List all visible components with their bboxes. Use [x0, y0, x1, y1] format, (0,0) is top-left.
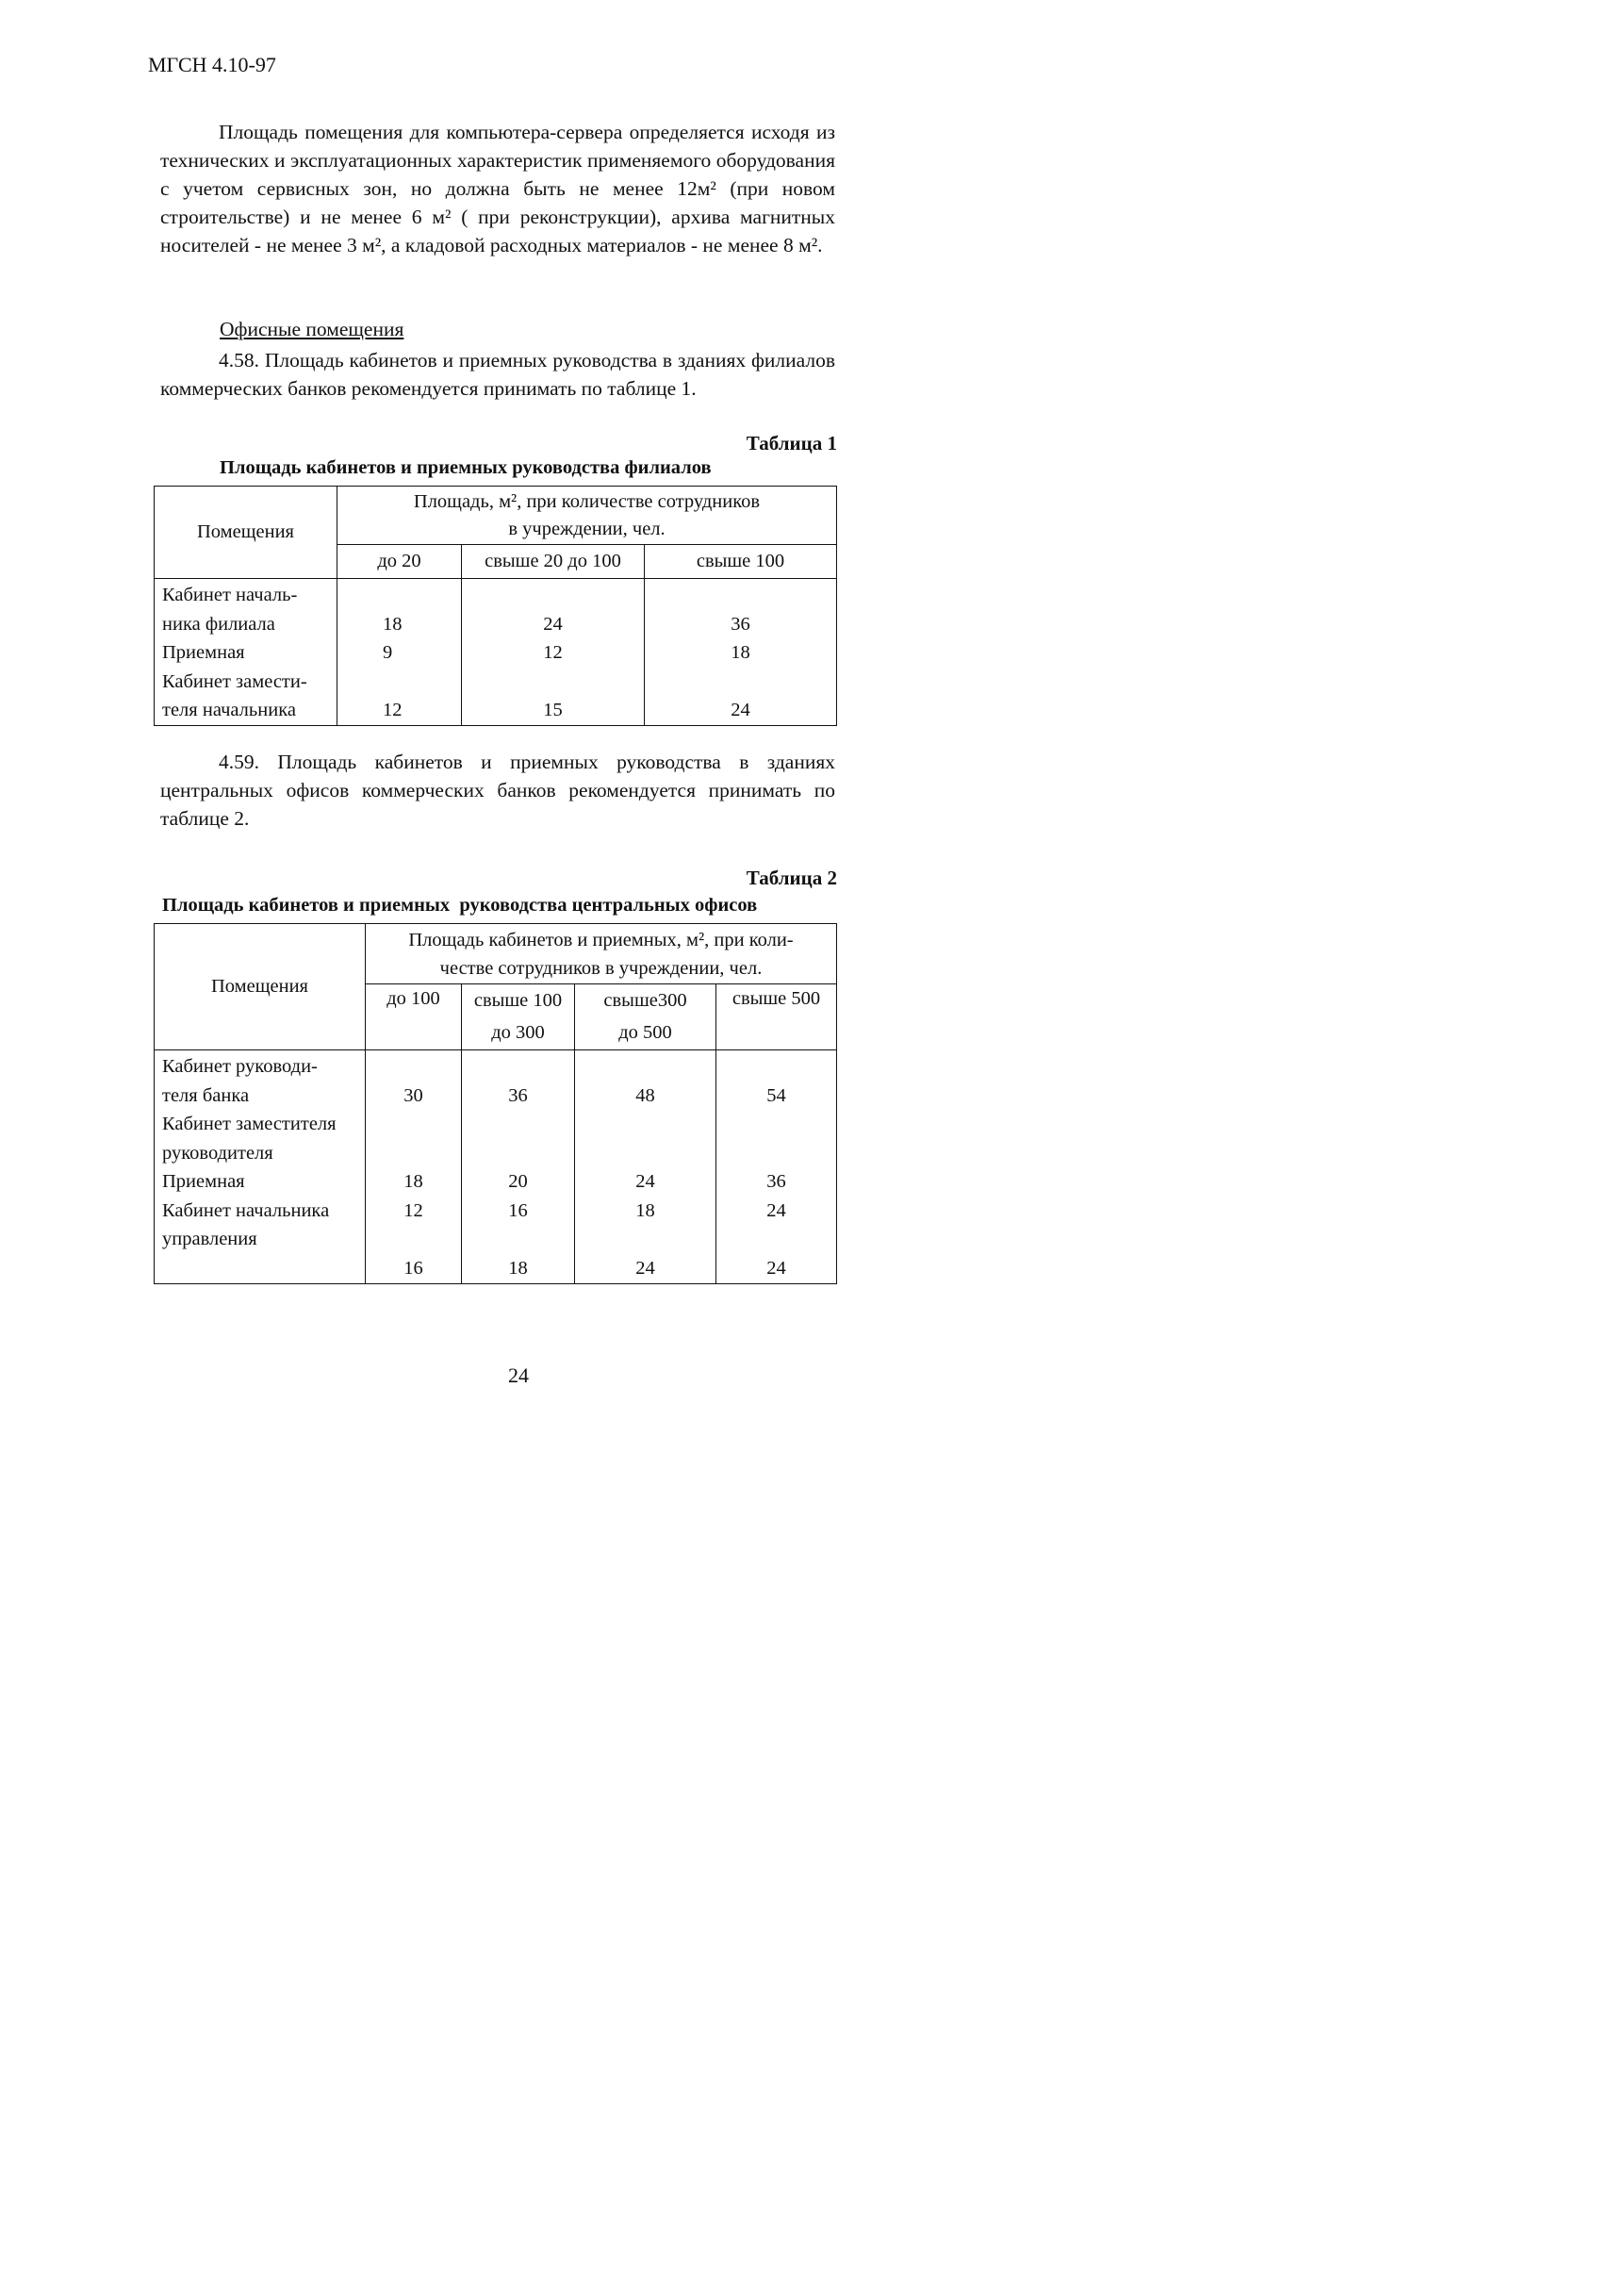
table2-caption: Площадь кабинетов и приемных руководства центральных офисов	[162, 895, 758, 916]
table2-col3-cell	[575, 1050, 716, 1284]
table1-room-line: Приемная	[162, 642, 245, 663]
table2-value	[716, 1225, 836, 1254]
table2-value: 12	[403, 1199, 423, 1221]
table2-room-line: Кабинет начальника	[162, 1199, 330, 1221]
table2-value	[716, 1052, 836, 1082]
intro-paragraph	[160, 118, 835, 259]
table1-value: 12	[383, 700, 403, 720]
table2-value	[575, 1052, 715, 1082]
table2	[154, 923, 837, 1284]
table2-value: 24	[635, 1171, 655, 1192]
page-number: 24	[508, 1363, 529, 1387]
table1-group-header-line1: Площадь, м², при количестве сотрудников	[413, 490, 761, 512]
table2-value: 36	[508, 1084, 528, 1106]
table1-value: 12	[543, 642, 563, 663]
table2-col-header-3-line2: до 500	[618, 1022, 672, 1043]
table2-value: 30	[403, 1084, 423, 1106]
table2-group-header	[366, 924, 837, 984]
table2-room-line: Приемная	[162, 1171, 245, 1192]
table1-label: Таблица 1	[746, 432, 837, 454]
table1-group-header-line2: в учреждении, чел.	[508, 518, 666, 539]
table1-value	[383, 668, 461, 697]
table1-room-line: Кабинет началь-	[162, 585, 298, 605]
paragraph-4-59	[160, 748, 835, 833]
table1	[154, 486, 837, 726]
table1-value: 24	[731, 700, 750, 720]
table2-label: Таблица 2	[746, 867, 837, 889]
table1-room-line: теля начальника	[162, 700, 296, 720]
table2-col-header-4: свыше 500	[716, 984, 837, 1050]
table2-value	[575, 1139, 715, 1168]
table2-group-header-line1: Площадь кабинетов и приемных, м², при коли-	[408, 929, 794, 950]
table1-room-line: ника филиала	[162, 613, 275, 635]
table1-value	[645, 581, 836, 610]
table2-value	[462, 1225, 574, 1254]
table2-col-header-3-line1: свыше300	[603, 990, 687, 1011]
table1-rooms-cell	[155, 579, 337, 726]
table2-value	[462, 1139, 574, 1168]
table2-value	[462, 1052, 574, 1082]
paragraph-4-58	[160, 346, 835, 403]
table1-value: 18	[383, 613, 403, 635]
table1-value: 9	[383, 642, 393, 663]
table2-room-line	[162, 1254, 365, 1283]
table1-group-header	[337, 487, 837, 545]
table2-value	[716, 1139, 836, 1168]
table2-value	[575, 1110, 715, 1139]
paragraph-4-58-text: 4.58. Площадь кабинетов и приемных руководства в зданиях филиалов коммерческих банков рекомендуется принимать по таблице 1.	[160, 349, 835, 400]
table2-rooms-cell	[155, 1050, 366, 1284]
table2-value: 24	[635, 1257, 655, 1279]
table2-room-line: управления	[162, 1229, 257, 1249]
table2-col-header-3	[575, 984, 716, 1050]
table2-rooms-header: Помещения	[155, 924, 366, 1050]
table2-value: 18	[508, 1257, 528, 1279]
table1-value	[462, 668, 644, 697]
table2-value	[366, 1052, 461, 1082]
table1-value	[645, 668, 836, 697]
table2-col-header-2	[462, 984, 575, 1050]
table1-col-header-3: свыше 100	[645, 545, 837, 579]
table1-col-header-2: свыше 20 до 100	[462, 545, 645, 579]
table2-col-header-1: до 100	[366, 984, 462, 1050]
table2-value	[575, 1225, 715, 1254]
table2-value: 20	[508, 1171, 528, 1192]
table1-rooms-header: Помещения	[155, 487, 337, 579]
table2-value	[366, 1139, 461, 1168]
table2-value: 18	[403, 1171, 423, 1192]
table2-value: 36	[766, 1171, 786, 1192]
table2-value: 24	[766, 1199, 786, 1221]
table1-value: 36	[731, 613, 750, 635]
intro-paragraph-text: Площадь помещения для компьютера-сервера определяется исходя из технических и эксплуатационных характеристик применяемого оборудования с учетом сервисных зон, но должна быть не менее 12м² (при новом строительстве) и не менее 6 м² ( при реконструкции), архива магнитных носителей - не менее 3 м², а кладовой расходных материалов - не менее 8 м².	[160, 121, 835, 256]
table2-value	[716, 1110, 836, 1139]
table2-value	[366, 1225, 461, 1254]
table2-col-header-2-line2: до 300	[491, 1022, 545, 1043]
table2-room-line: теля банка	[162, 1084, 250, 1106]
table2-value: 48	[635, 1084, 655, 1106]
table1-room-line: Кабинет замести-	[162, 670, 307, 692]
table2-col2-cell	[462, 1050, 575, 1284]
table2-col4-cell	[716, 1050, 837, 1284]
document-header: МГСН 4.10-97	[148, 53, 276, 76]
paragraph-4-59-text: 4.59. Площадь кабинетов и приемных руководства в зданиях центральных офисов коммерческих банков рекомендуется принимать по таблице 2.	[160, 751, 835, 830]
table2-col-header-2-line1: свыше 100	[473, 990, 563, 1011]
table2-room-line: руководителя	[162, 1142, 273, 1164]
table1-col-header-1: до 20	[337, 545, 462, 579]
table1-value	[383, 581, 461, 610]
table2-group-header-line2: честве сотрудников в учреждении, чел.	[439, 957, 763, 979]
table2-room-line: Кабинет руководи-	[162, 1056, 318, 1077]
table1-caption: Площадь кабинетов и приемных руководства филиалов	[220, 457, 712, 478]
table2-room-line: Кабинет заместителя	[162, 1114, 337, 1134]
table2-value	[462, 1110, 574, 1139]
section-title: Офисные помещения	[220, 318, 404, 340]
table2-value: 16	[403, 1257, 423, 1279]
table2-value: 18	[635, 1199, 655, 1221]
table1-col1-cell	[337, 579, 462, 726]
table1-value: 18	[731, 642, 750, 663]
table1-col2-cell	[462, 579, 645, 726]
table1-value	[462, 581, 644, 610]
table2-col1-cell	[366, 1050, 462, 1284]
table1-col3-cell	[645, 579, 837, 726]
table2-value: 16	[508, 1199, 528, 1221]
table1-value: 24	[543, 613, 563, 635]
table1-value: 15	[543, 700, 563, 720]
table2-value: 24	[766, 1257, 786, 1279]
table2-value: 54	[766, 1084, 786, 1106]
table2-value	[366, 1110, 461, 1139]
